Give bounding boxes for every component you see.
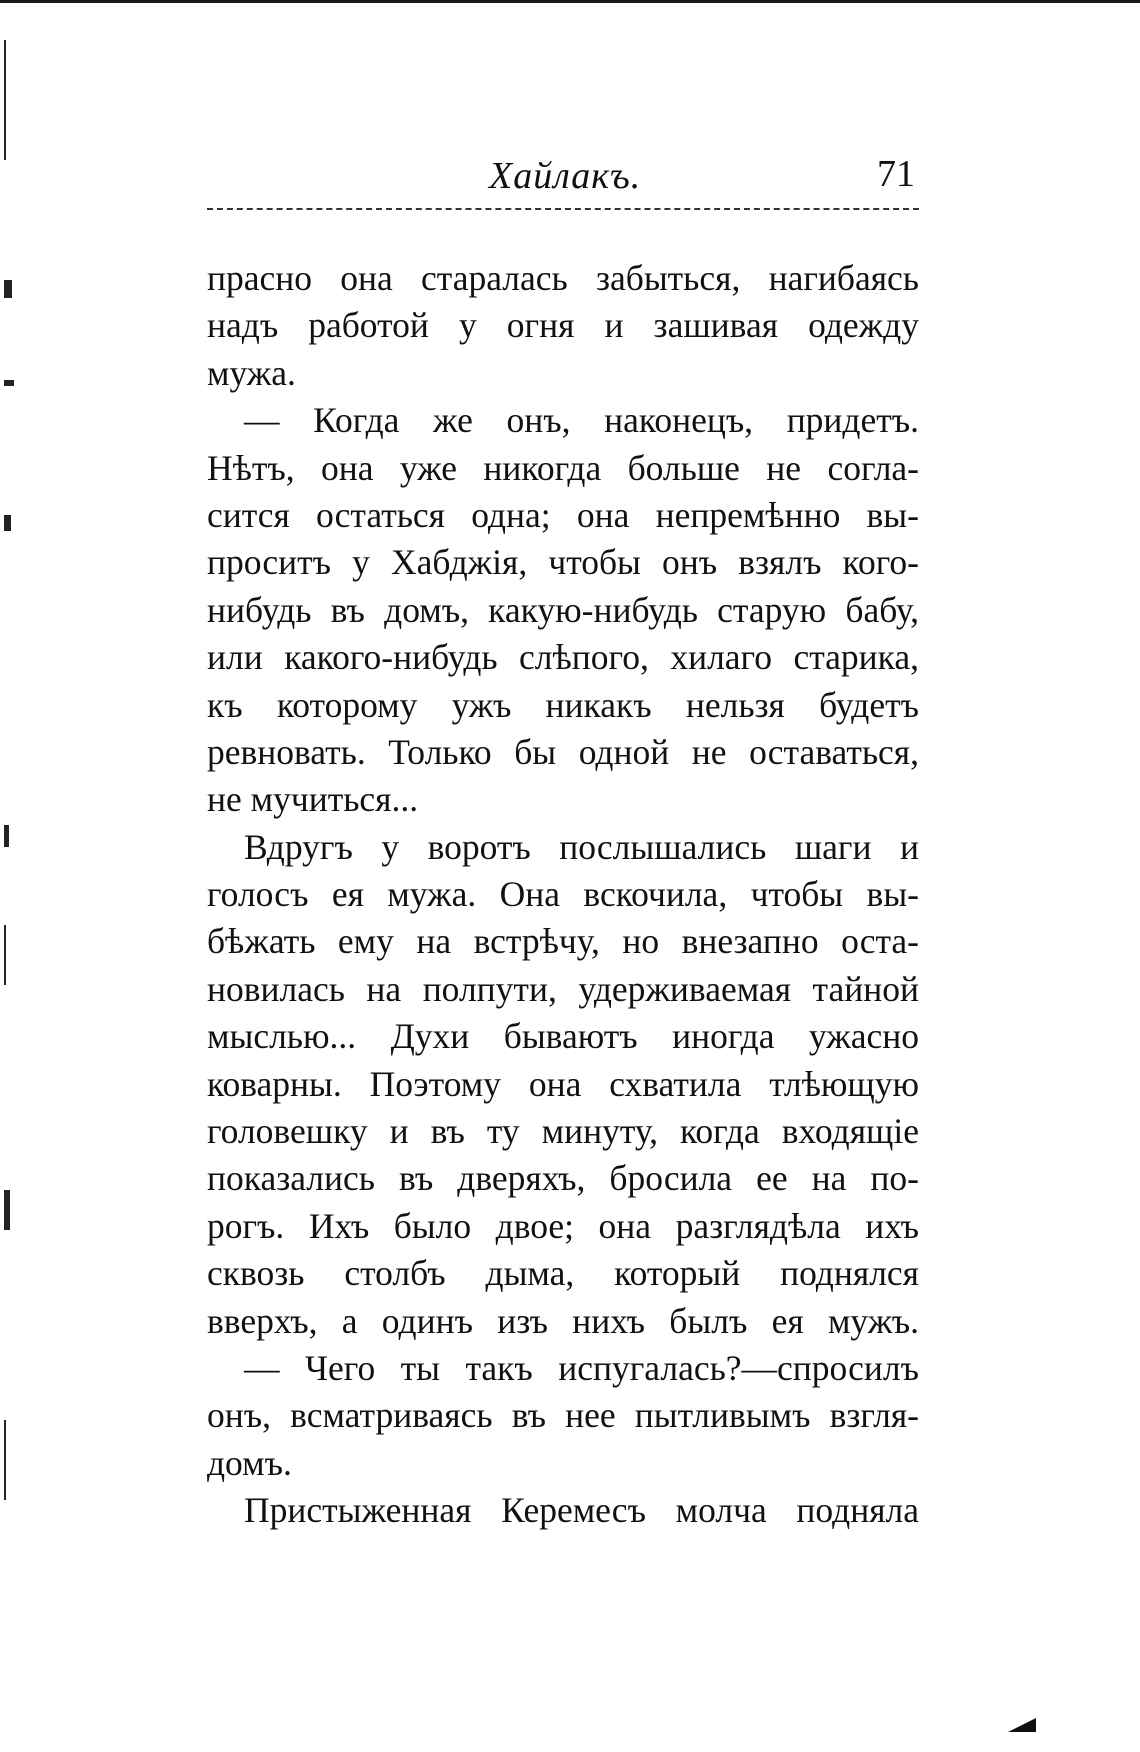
- text-line: онъ, всматриваясь въ нее пытливымъ взгля-: [207, 1395, 919, 1436]
- text-line: прасно она старалась забыться, нагибаясь: [207, 258, 919, 298]
- text-line: показались въ дверяхъ, бросила ее на по-: [207, 1158, 919, 1199]
- page-number: 71: [877, 153, 915, 195]
- text-line: коварны. Поэтому она схватила тлѣющую: [207, 1063, 919, 1104]
- text-line: рогъ. Ихъ было двое; она разглядѣла ихъ: [207, 1205, 919, 1246]
- text-line: голосъ ея мужа. Она вскочила, чтобы вы-: [207, 874, 919, 915]
- text-line: сится остаться одна; она непремѣнно вы-: [207, 494, 919, 535]
- text-line: проситъ у Хабджія, чтобы онъ взялъ кого-: [207, 542, 919, 583]
- text-line: мыслью... Духи бываютъ иногда ужасно: [207, 1016, 919, 1057]
- text-line: Пристыженная Керемесъ молча подняла: [244, 1490, 919, 1531]
- left-margin-scan-marks: [0, 0, 30, 1752]
- text-line: не мучиться...: [207, 779, 419, 820]
- header-rule: [207, 208, 919, 210]
- text-line: или какого-нибудь слѣпого, хилаго старика,: [207, 637, 919, 678]
- text-line: — Чего ты такъ испугалась?—спросилъ: [244, 1347, 919, 1388]
- text-line: новилась на полпути, удерживаемая тайной: [207, 968, 919, 1009]
- page-header: [207, 150, 919, 206]
- text-line: къ которому ужъ никакъ нельзя будетъ: [207, 684, 919, 725]
- body-text: [207, 255, 919, 1535]
- top-border-rule: [0, 0, 1140, 3]
- text-line: сквозь столбъ дыма, который поднялся: [207, 1253, 919, 1294]
- text-line: вверхъ, а одинъ изъ нихъ былъ ея мужъ.: [207, 1300, 919, 1341]
- text-line: головешку и въ ту минуту, когда входящіе: [207, 1111, 919, 1152]
- text-line: — Когда же онъ, наконецъ, придетъ.: [244, 400, 919, 441]
- running-title: Хайлакъ.: [489, 155, 642, 197]
- text-line: Нѣтъ, она уже никогда больше не согла-: [207, 447, 919, 488]
- text-line: мужа.: [207, 352, 296, 393]
- text-line: ревновать. Только бы одной не оставаться,: [207, 731, 919, 772]
- text-line: Вдругъ у воротъ послышались шаги и: [244, 826, 919, 867]
- text-line: бѣжать ему на встрѣчу, но внезапно оста-: [207, 921, 919, 962]
- text-line: домъ.: [207, 1442, 292, 1483]
- text-line: нибудь въ домъ, какую-нибудь старую бабу,: [207, 589, 919, 630]
- text-line: надъ работой у огня и зашивая одежду: [207, 305, 919, 346]
- corner-scan-mark: [1008, 1718, 1036, 1732]
